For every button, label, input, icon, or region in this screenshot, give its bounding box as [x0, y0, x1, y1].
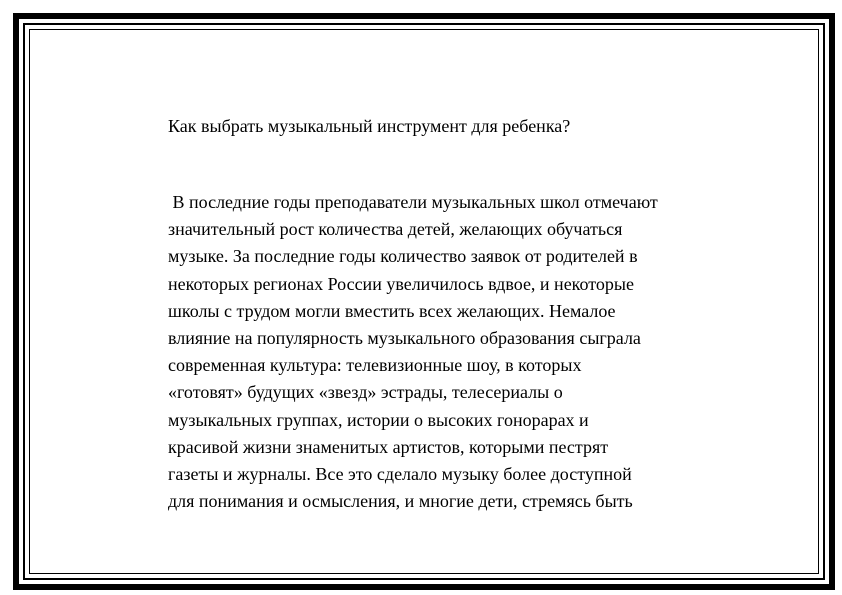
body-line: некоторых регионах России увеличилось вдвое, и некоторые — [168, 273, 634, 294]
body-line: красивой жизни знаменитых артистов, которыми пестрят — [168, 436, 609, 457]
body-paragraph — [168, 189, 658, 515]
body-line: «готовят» будущих «звезд» эстрады, телесериалы о — [168, 382, 563, 403]
body-line: музыке. За последние годы количество заявок от родителей в — [168, 246, 638, 267]
body-line: для понимания и осмысления, и многие дети, стремясь быть — [168, 491, 633, 512]
body-line: значительный рост количества детей, желающих обучаться — [168, 219, 623, 240]
body-line: современная культура: телевизионные шоу, в которых — [168, 355, 582, 376]
page-title: Как выбрать музыкальный инструмент для ребенка? — [168, 116, 571, 136]
body-line: газеты и журналы. Все это сделало музыку более доступной — [168, 464, 632, 485]
body-line: В последние годы преподаватели музыкальных школ отмечают — [168, 192, 658, 212]
body-line: школы с трудом могли вместить всех желающих. Немалое — [168, 300, 616, 321]
body-line: влияние на популярность музыкального образования сыграла — [168, 328, 641, 349]
body-line: музыкальных группах, истории о высоких гонорарах и — [168, 409, 589, 430]
